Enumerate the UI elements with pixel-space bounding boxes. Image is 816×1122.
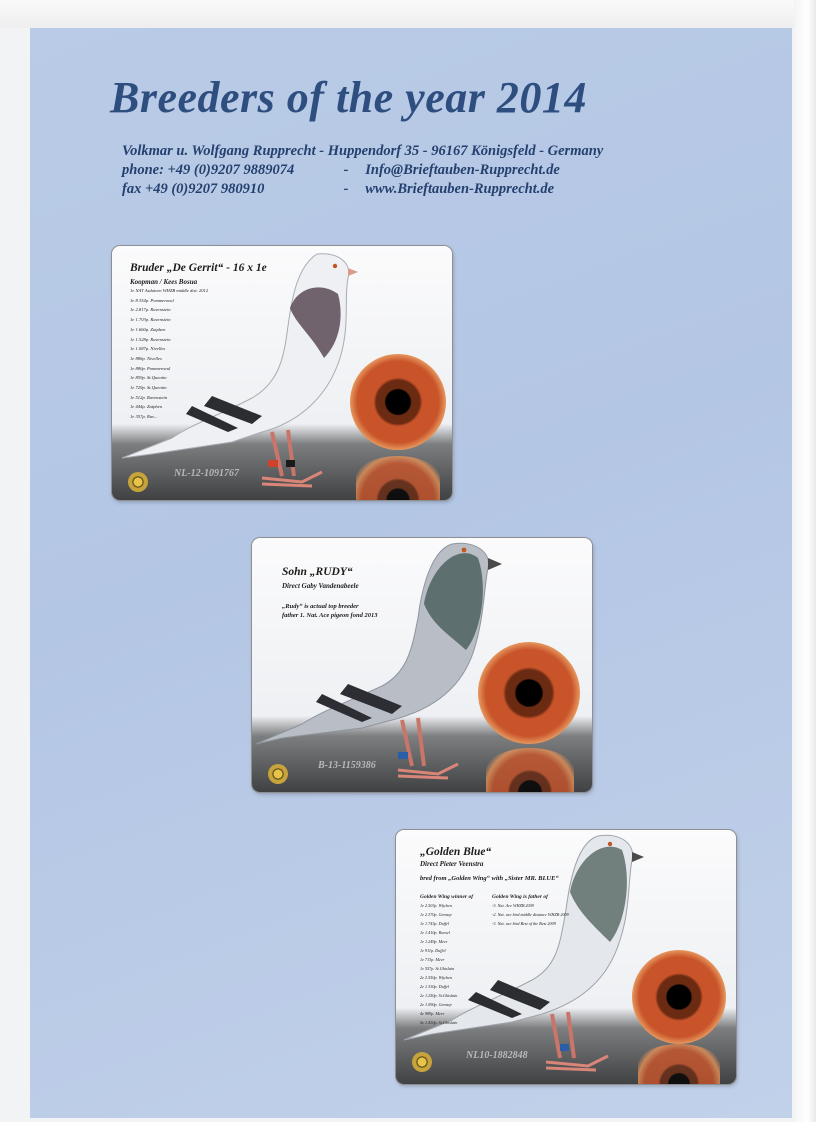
result-line: 1e 886p. Nivelles: [130, 355, 162, 361]
pigeon-notes: bred from „Golden Wing“ with „Sister MR. BLUE“: [420, 875, 559, 882]
result-line: 1e 1.743p. Duffel: [420, 921, 450, 926]
contact-phone: [122, 161, 603, 180]
pigeon-origin: Direct Pieter Veenstra: [420, 860, 484, 868]
scan-border-right: [794, 0, 816, 1122]
website-link[interactable]: www.Brieftauben-Rupprecht.de: [365, 181, 555, 197]
email-address[interactable]: Info@Brieftauben-Rupprecht.de: [365, 162, 560, 178]
fax-number: fax +49 (0)9207 980910: [122, 181, 265, 197]
ring-number: B-13-1159386: [318, 760, 376, 771]
result-line: -2. Nat. ace bird middle distance WHZB 2009: [492, 912, 569, 917]
separator: -: [343, 162, 349, 178]
result-line: 1e 1.660p. Zutphen: [130, 326, 166, 332]
result-line: 2e 2.550p. Wijchen: [420, 975, 453, 980]
ring-number: NL-12-1091767: [174, 468, 239, 479]
result-line: 1e 1.410p. Roosel: [420, 930, 451, 935]
result-line: 1e 1.249p. Meer: [420, 939, 448, 944]
pigeon-card-golden-blue: [396, 830, 736, 1084]
pigeon-eye: [350, 354, 446, 450]
pigeon-eye-reflection: [356, 456, 440, 500]
results-header-left: Golden Wing winner of: [420, 894, 474, 900]
result-line: 2e 1.330p. Duffel: [420, 984, 450, 989]
pigeon-notes: [282, 602, 377, 620]
pigeon-eye: [478, 642, 580, 744]
note-line: father 1. Nat. Ace pigeon fond 2013: [282, 612, 378, 619]
ring-number: NL10-1882848: [466, 1050, 528, 1061]
result-line: 1e NAT Asduiven WHZB middle dist. 2012: [130, 288, 209, 293]
pigeon-name: Bruder „De Gerrit“ - 16 x 1e: [130, 262, 267, 274]
result-line: 4e 989p. Meer: [420, 1011, 445, 1016]
result-line: 1e 357p. Rav...: [130, 414, 158, 420]
pigeon-eye-reflection: [486, 748, 574, 792]
breeder-logo: [128, 472, 148, 492]
pigeon-card-de-gerrit: [112, 246, 452, 500]
pigeon-name: „Golden Blue“: [420, 846, 492, 858]
contact-address-text: Volkmar u. Wolfgang Rupprecht - Huppendorf 35 - 96167 Königsfeld - Germany: [122, 143, 604, 159]
contact-address: [122, 142, 603, 161]
pigeon-eye-reflection: [638, 1044, 720, 1084]
pigeon-card-rudy: [252, 538, 592, 792]
result-line: 1e 911p. Duffel: [420, 948, 446, 953]
results-list: [130, 286, 208, 422]
pigeon-origin: Direct Gaby Vandenabeele: [282, 582, 359, 590]
result-line: 1e 859p. St.Quentin: [130, 375, 167, 381]
phone-number: phone: +49 (0)9207 9889074: [122, 162, 295, 178]
scan-border-top: [0, 0, 816, 28]
result-line: 1e 2.370p. Gennep: [420, 912, 452, 917]
result-line: 2e 1.250p. St.Ghislain: [420, 993, 458, 998]
results-list-left: [420, 901, 457, 1027]
breeder-logo: [412, 1052, 432, 1072]
results-header-right: Golden Wing is father of: [492, 894, 548, 900]
contact-block: [122, 142, 603, 199]
result-line: 1e 512p. Ravenstein: [130, 394, 168, 400]
result-line: 1e 1.087p. Nivelles: [130, 346, 166, 352]
result-line: 1e 444p. Zutphen: [130, 404, 163, 410]
result-line: 1e 2.503p. Wijchen: [420, 903, 453, 908]
pigeon-origin: Koopman / Kees Bosua: [130, 278, 198, 286]
separator: -: [343, 181, 349, 197]
result-line: -3. Nat. Ace WHZB 2009: [492, 903, 534, 908]
result-line: 1e 880p. Pommeroeul: [130, 365, 171, 371]
result-line: 1e 2.817p. Ravenstein: [130, 307, 171, 313]
pigeon-eye: [632, 950, 726, 1044]
page-title: Breeders of the year 2014: [110, 73, 587, 122]
note-line: „Rudy“ is actual top breeder: [282, 603, 359, 610]
result-line: 1e 729p. St.Quentin: [130, 385, 167, 391]
result-line: 1e 1.528p. Ravenstein: [130, 336, 171, 342]
result-line: 1e 557p. St.Ghislain: [420, 966, 455, 971]
result-line: 5e 1.430p. St.Ghislain: [420, 1020, 458, 1025]
result-line: 1e 1.703p. Ravenstein: [130, 317, 171, 323]
results-list-right: [492, 901, 569, 928]
result-line: -3. Nat. ace bird Best of the Best 2009: [492, 921, 556, 926]
contact-fax: [122, 180, 603, 199]
result-line: 1e 8.354p. Pommeroeul: [130, 297, 174, 303]
result-line: 1e 713p. Meer: [420, 957, 445, 962]
result-line: 2e 1.090p. Gennep: [420, 1002, 452, 1007]
pigeon-name: Sohn „RUDY“: [282, 566, 353, 578]
breeder-logo: [268, 764, 288, 784]
